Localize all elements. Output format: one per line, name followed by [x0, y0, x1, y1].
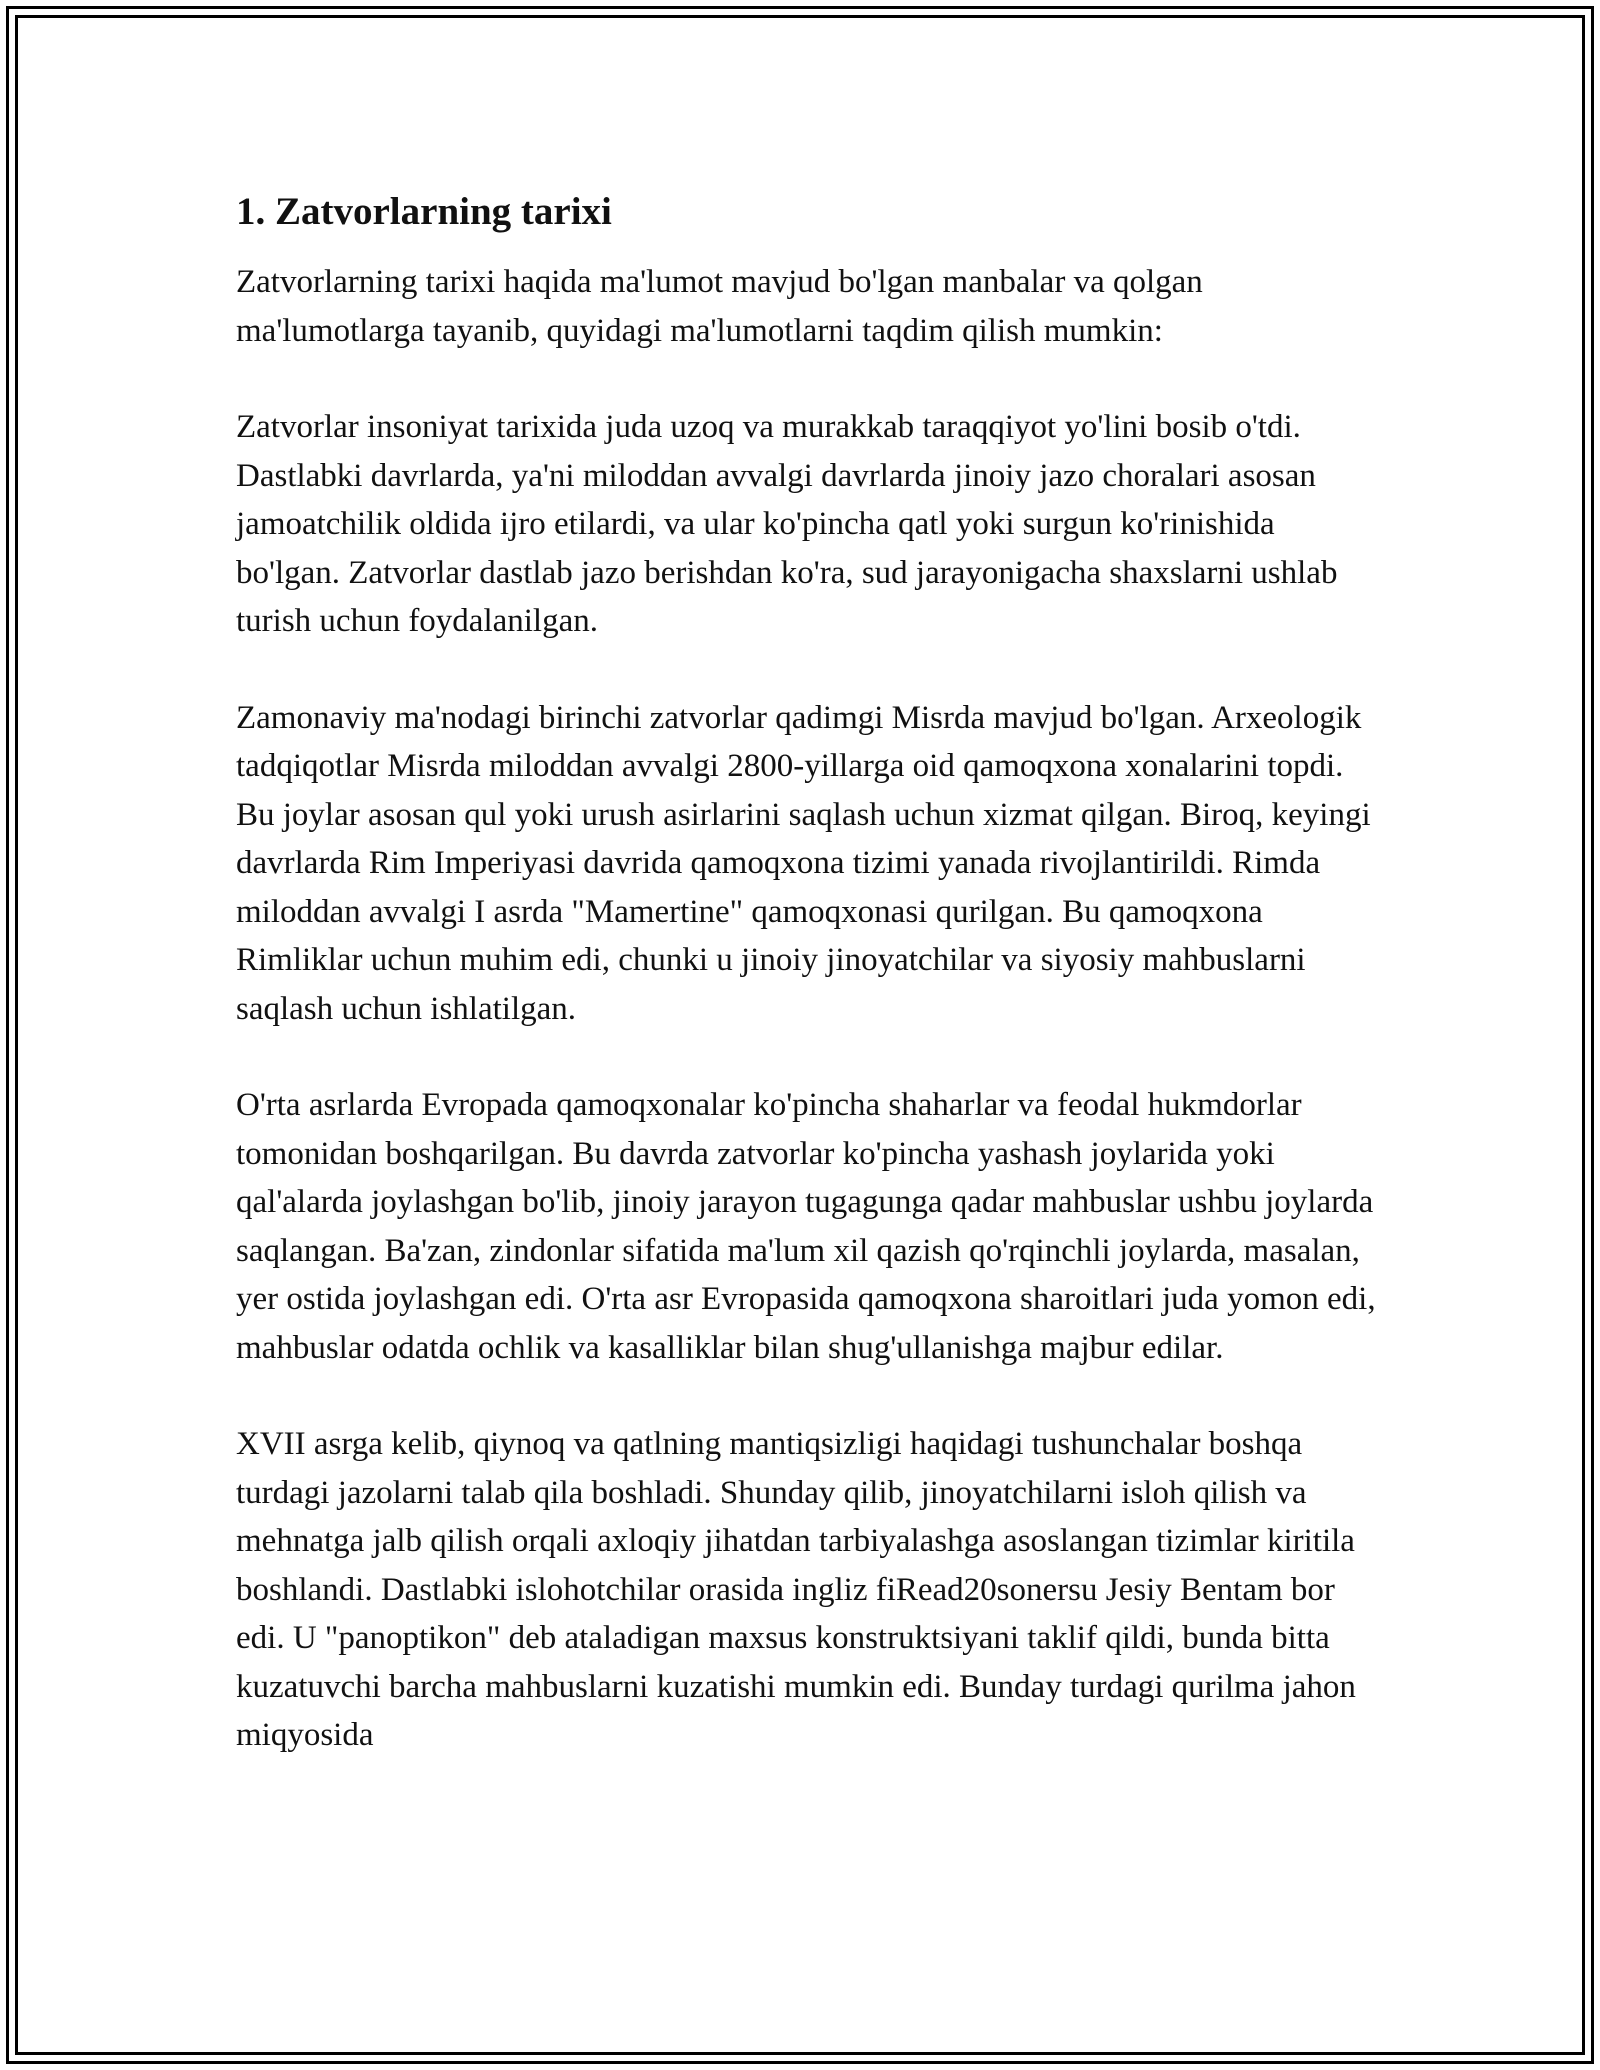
paragraph-early-history: Zatvorlar insoniyat tarixida juda uzoq va murakkab taraqqiyot yo'lini bosib o'tdi. Dastlabki davrlarda, ya'ni miloddan avvalgi davrlarda jinoiy jazo choralari asosan jamoatchilik oldida ijro etilardi, va ular ko'pincha qatl yoki surgun ko'rinishida bo'lgan. Zatvorlar dastlab jazo berishdan ko'ra, sud jarayonigacha shaxslarni ushlab turish uchun foydalanilgan. — [236, 409, 1338, 639]
document-body — [236, 186, 1376, 1808]
paragraph-middle-ages: O'rta asrlarda Evropada qamoqxonalar ko'pincha shaharlar va feodal hukmdorlar tomonidan boshqarilgan. Bu davrda zatvorlar ko'pincha yashash joylarida yoki qal'alarda joylashgan bo'lib, jinoiy jarayon tugagunga qadar mahbuslar ushbu joylarda saqlangan. Ba'zan, zindonlar sifatida ma'lum xil qazish qo'rqinchli joylarda, masalan, yer ostida joylashgan edi. O'rta asr Evropasida qamoqxona sharoitlari juda yomon edi, mahbuslar odatda ochlik va kasalliklar bilan shug'ullanishga majbur edilar. — [236, 1087, 1376, 1366]
paragraph-ancient-egypt-rome: Zamonaviy ma'nodagi birinchi zatvorlar qadimgi Misrda mavjud bo'lgan. Arxeologik tadqiqotlar Misrda miloddan avvalgi 2800-yillarga oid qamoqxona xonalarini topdi. Bu joylar asosan qul yoki urush asirlarini saqlash uchun xizmat qilgan. Biroq, keyingi davrlarda Rim Imperiyasi davrida qamoqxona tizimi yanada rivojlantirildi. Rimda miloddan avvalgi I asrda "Mamertine" qamoqxonasi qurilgan. Bu qamoqxona Rimliklar uchun muhim edi, chunki u jinoiy jinoyatchilar va siyosiy mahbuslarni saqlash uchun ishlatilgan. — [236, 699, 1371, 1027]
paragraph-intro: Zatvorlarning tarixi haqida ma'lumot mavjud bo'lgan manbalar va qolgan ma'lumotlarga tayanib, quyidagi ma'lumotlarni taqdim qilish mumkin: — [236, 264, 1203, 349]
paragraph-17th-century: XVII asrga kelib, qiynoq va qatlning mantiqsizligi haqidagi tushunchalar boshqa turdagi jazolarni talab qila boshladi. Shunday qilib, jinoyatchilarni isloh qilish va mehnatga jalb qilish orqali axloqiy jihatdan tarbiyalashga asoslangan tizimlar kiritila boshlandi. Dastlabki islohotchilar orasida ingliz fiRead20sonersu Jesiy Bentam bor edi. U "panoptikon" deb ataladigan maxsus konstruktsiyani taklif qildi, bunda bitta kuzatuvchi barcha mahbuslarni kuzatishi mumkin edi. Bunday turdagi qurilma jahon miqyosida — [236, 1426, 1356, 1753]
section-heading: 1. Zatvorlarning tarixi — [236, 190, 612, 233]
